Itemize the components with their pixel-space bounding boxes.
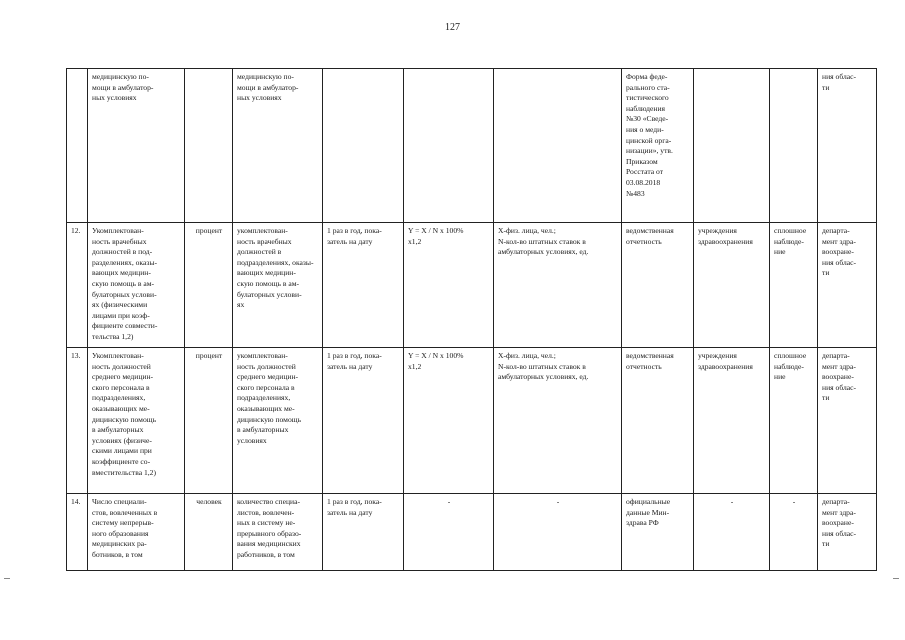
components-cell: - [494,494,622,571]
indicator-name: Укомплектован- ность должностей среднего медицин- ского персонала в подразделениях, оказывающих ме- дицинскую помощь в амбулаторных условиях (физиче- скими лицами при коэффициенте со- вместительства 1,2) [88,348,185,494]
source-cell: ведомственная отчетность [622,223,694,348]
method-cell: сплошное наблюде- ние [770,223,818,348]
row-number [67,69,88,223]
unit-cell [185,69,233,223]
definition-cell: медицинскую по- мощи в амбулатор- ных условиях [233,69,323,223]
formula-cell [404,69,494,223]
responsible-cell: департа- мент здра- воохране- ния облас- ти [818,348,877,494]
responsible-cell: департа- мент здра- воохране- ния облас- ти [818,494,877,571]
table-row [67,69,877,223]
subject-cell: - [694,494,770,571]
components-cell: Х-физ. лица, чел.; N-кол-во штатных ставок в амбулаторных условиях, ед. [494,223,622,348]
period-cell [323,69,404,223]
period-cell: 1 раз в год, пока- затель на дату [323,494,404,571]
unit-cell: процент [185,223,233,348]
scan-edge-mark [4,578,10,579]
components-cell [494,69,622,223]
source-cell: ведомственная отчетность [622,348,694,494]
source-cell: официальные данные Мин- здрава РФ [622,494,694,571]
row-number: 12. [67,223,88,348]
components-cell: Х-физ. лица, чел.; N-кол-во штатных ставок в амбулаторных условиях, ед. [494,348,622,494]
definition-cell: укомплектован- ность врачебных должностей в подразделениях, оказы- вающих медицин- скую помощь в ам- булаторных услови- ях [233,223,323,348]
responsible-cell: ния облас- ти [818,69,877,223]
subject-cell [694,69,770,223]
indicator-name: медицинскую по- мощи в амбулатор- ных условиях [88,69,185,223]
page-number: 127 [445,22,460,33]
formula-cell: - [404,494,494,571]
method-cell: сплошное наблюде- ние [770,348,818,494]
source-cell: Форма феде- рального ста- тистического наблюдения №30 «Сведе- ния о меди- цинской орга- низации», утв. Приказом Росстата от 03.08.2018 №483 [622,69,694,223]
period-cell: 1 раз в год, пока- затель на дату [323,223,404,348]
unit-cell: процент [185,348,233,494]
definition-cell: количество специа- листов, вовлечен- ных в систему не- прерывного образо- вания медицинских работников, в том [233,494,323,571]
subject-cell: учреждения здравоохранения [694,223,770,348]
method-cell [770,69,818,223]
indicator-name: Укомплектован- ность врачебных должностей в под- разделениях, оказы- вающих медицин- скую помощь в ам- булаторных услови- ях (физическими лицами при коэф- фициенте совмести- тельства 1,2) [88,223,185,348]
row-number: 14. [67,494,88,571]
scan-edge-mark [893,578,899,579]
formula-cell: Y = X / N x 100% x1,2 [404,348,494,494]
row-number: 13. [67,348,88,494]
table-row [67,348,877,494]
subject-cell: учреждения здравоохранения [694,348,770,494]
responsible-cell: департа- мент здра- воохране- ния облас- ти [818,223,877,348]
method-cell: - [770,494,818,571]
table-row [67,223,877,348]
unit-cell: человек [185,494,233,571]
period-cell: 1 раз в год, пока- затель на дату [323,348,404,494]
table-row [67,494,877,571]
formula-cell: Y = X / N x 100% x1,2 [404,223,494,348]
indicator-table [66,68,877,571]
definition-cell: укомплектован- ность должностей среднего медицин- ского персонала в подразделениях, оказывающих ме- дицинскую помощь в амбулаторных условиях [233,348,323,494]
indicator-name: Число специали- стов, вовлеченных в систему непрерыв- ного образования медицинских ра- ботников, в том [88,494,185,571]
